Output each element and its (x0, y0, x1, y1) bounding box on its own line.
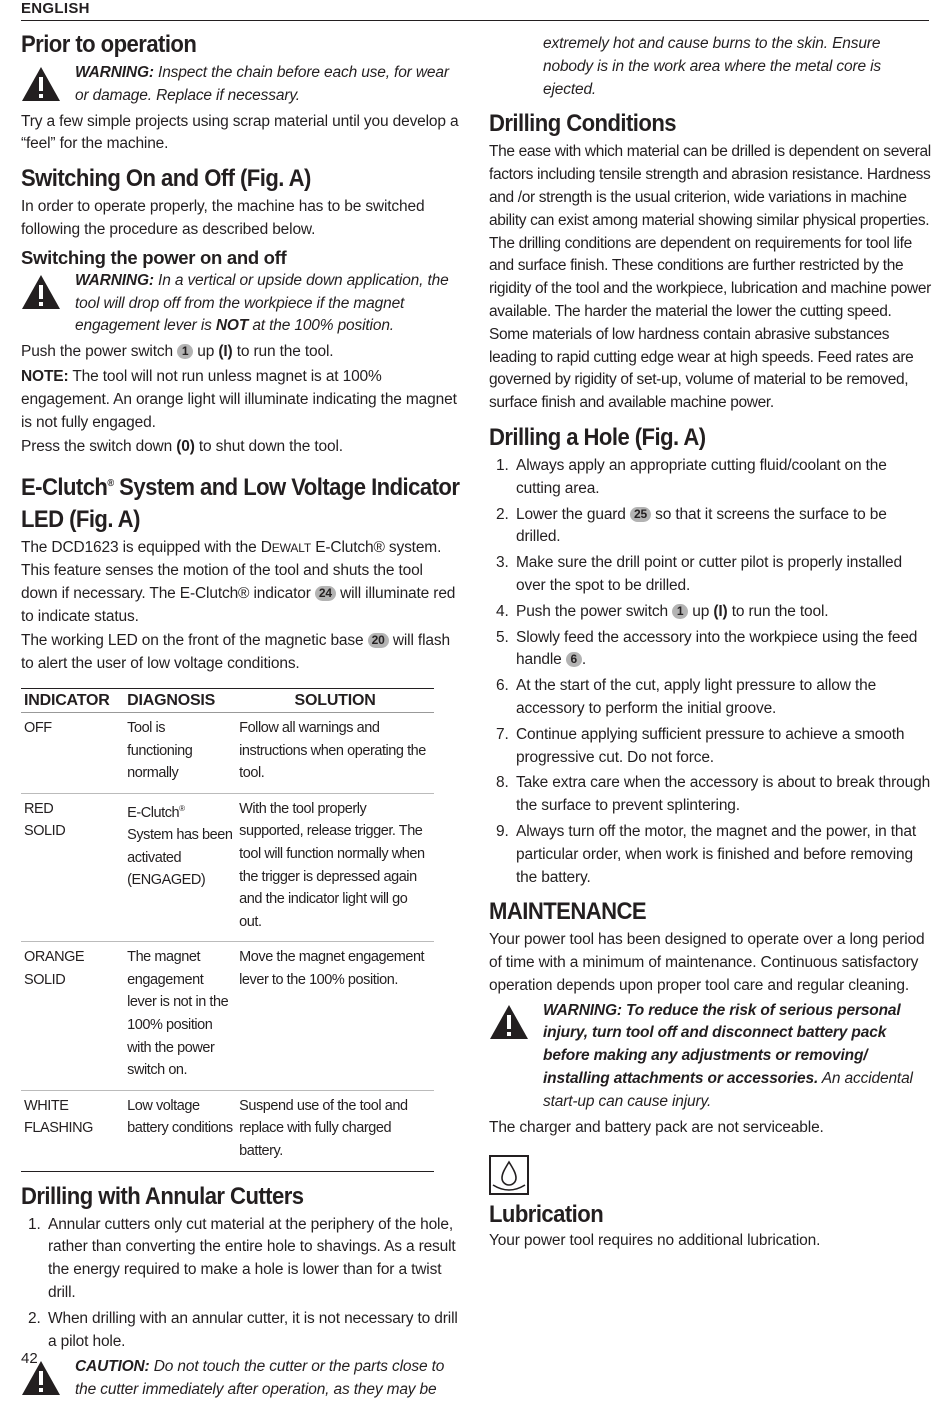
warning-text: An accidental start-up can cause injury. (543, 1070, 913, 1110)
list-item (489, 455, 931, 501)
list-item (489, 601, 931, 624)
note-text: The tool will not run unless magnet is at 100% engagement. An orange light will illuminate indicating the magnet is not fully engaged. (21, 367, 457, 431)
brand-name: EWALT (271, 541, 312, 556)
item-number: 8. (496, 774, 509, 792)
item-number: 9. (496, 822, 509, 840)
text: The DCD1623 is equipped with the D (21, 539, 272, 557)
warning-text: at the 100% position. (248, 317, 394, 335)
ref-badge: 25 (630, 507, 651, 522)
table-row (21, 793, 434, 942)
note-label: NOTE: (21, 367, 69, 385)
eclutch-paragraph (21, 537, 463, 628)
text: up (193, 343, 219, 361)
caution-text: extremely hot and cause burns to the skin. Ensure nobody is in the work area where the metal core is ejected. (543, 35, 881, 98)
hole-title: Drilling a Hole (Fig. A) (489, 423, 706, 451)
caution-note (21, 1356, 463, 1402)
prior-paragraph: Try a few simple projects using scrap material until you develop a “feel” for the machine. (21, 112, 459, 153)
prior-warning (21, 62, 463, 108)
maintenance-paragraph: Your power tool has been designed to operate over a long period of time with a minimum of maintenance. Continuous satisfactory operation depends upon proper tool care and regular cleaning. (489, 931, 925, 994)
prior-title: Prior to operation (21, 31, 197, 58)
item-number: 3. (496, 554, 509, 572)
solution-cell: Follow all warnings and instructions when operating the tool. (236, 712, 434, 793)
header-indicator: INDICATOR (21, 688, 124, 712)
diagnosis-cell: The magnet engagement lever is not in the 100% position with the power switch on. (124, 942, 236, 1091)
annular-list (21, 1214, 463, 1354)
maintenance-title: MAINTENANCE (489, 898, 647, 926)
list-item (21, 1214, 463, 1305)
switching-paragraph: In order to operate properly, the machine has to be switched following the procedure as described below. (21, 198, 425, 238)
eclutch-title (21, 469, 460, 503)
item-number: 5. (496, 628, 509, 646)
warning-label: WARNING: (75, 271, 154, 289)
text: to run the tool. (232, 343, 334, 361)
indicator-table (21, 688, 434, 1172)
annular-title: Drilling with Annular Cutters (21, 1182, 304, 1210)
item-text: Always apply an appropriate cutting fluid/coolant on the cutting area. (516, 456, 887, 497)
conditions-title: Drilling Conditions (489, 110, 676, 138)
diagnosis-cell (124, 793, 236, 942)
item-text: Slowly feed the accessory into the workpiece using the feed handle (516, 628, 918, 669)
indicator-cell: OFF (21, 712, 124, 793)
header-solution: SOLUTION (236, 688, 434, 712)
ref-badge: 20 (368, 633, 389, 648)
registered-mark: ® (107, 478, 114, 490)
push-switch-paragraph (21, 341, 463, 364)
warning-text: Inspect the chain before each use, for wear or damage. Replace if necessary. (75, 64, 449, 104)
item-number: 1. (28, 1215, 41, 1233)
list-item (489, 627, 931, 673)
item-text: so that it screens the surface to be drilled. (516, 505, 887, 546)
warning-triangle-icon (21, 66, 61, 102)
switching-warning (21, 270, 463, 338)
switching-title: Switching On and Off (Fig. A) (21, 165, 311, 193)
item-text: Make sure the drill point or cutter pilot is properly installed over the spot to be drilled. (516, 554, 902, 594)
list-item (489, 724, 931, 770)
indicator-cell: ORANGE SOLID (21, 942, 124, 1091)
text: E-Clutch® system. This feature senses the motion of the tool and shuts the tool down if necessary. The E-Clutch® indicator (21, 539, 442, 602)
text: will flash to alert the user of low voltage conditions. (21, 632, 450, 673)
press-switch-paragraph (21, 436, 463, 459)
caution-text: Do not touch the cutter or the parts close to the cutter immediately after operation, as they may be (75, 1358, 445, 1399)
text: System has been activated (ENGAGED) (127, 827, 233, 889)
item-text: When drilling with an annular cutter, it is not necessary to drill a pilot hole. (48, 1309, 458, 1350)
list-item (489, 772, 931, 818)
item-number: 7. (496, 725, 509, 743)
conditions-paragraph: The ease with which material can be drilled is dependent on several factors including tensile strength and abrasion resistance. Hardness and /or strength is the usual criterion, wide variations in machine ability can exist among material showing similar physical properties. The drilling conditions are dependent on requirements for tool life and surface finish. These conditions are further restricted by the rigidity of the tool and the workpiece, lubrication and machine power available. The harder the material the lower the cutting speed. Some materials of low hardness contain abrasive substances leading to rapid cutting edge wear at high speeds. Feed rates are governed by rigidity of set-up, volume of material to be removed, surface finish and available machine power. (489, 143, 931, 412)
item-text: Push the power switch (516, 602, 673, 620)
item-text: Lower the guard (516, 505, 630, 523)
text: to shut down the tool. (194, 438, 343, 456)
table-row (21, 712, 434, 793)
hole-steps-list (489, 455, 931, 889)
indicator-cell: RED SOLID (21, 793, 124, 942)
warning-text: In a vertical or upside down application, the tool will drop off from the workpiece if the magnet engagement lever is (75, 271, 449, 335)
text: Press the switch down (21, 438, 177, 456)
list-item (489, 504, 931, 550)
list-item (489, 821, 931, 889)
switch-position: (0) (176, 438, 195, 456)
left-column (21, 30, 463, 1405)
warning-triangle-icon (21, 274, 61, 310)
item-text: At the start of the cut, apply light pressure to allow the accessory to perform the initial groove. (516, 677, 877, 717)
header-rule (21, 20, 929, 21)
switching-subtitle: Switching the power on and off (21, 246, 287, 268)
page-number: 42 (21, 1350, 38, 1367)
table-row (21, 942, 434, 1091)
warning-not: NOT (215, 317, 249, 335)
title-part: System and Low Voltage Indicator (113, 474, 460, 502)
list-item (489, 552, 931, 598)
language-label: ENGLISH (21, 0, 90, 17)
item-number: 6. (496, 677, 509, 695)
warning-triangle-icon (489, 1004, 529, 1040)
item-number: 2. (28, 1309, 41, 1327)
ref-badge: 6 (566, 652, 582, 667)
item-number: 4. (496, 602, 509, 620)
oil-drop-icon (489, 1155, 529, 1195)
warning-bold-text: WARNING: To reduce the risk of serious personal injury, turn tool off and disconnect battery pack before making any adjustments or removing/ installing attachments or accessories. (543, 1001, 901, 1088)
ref-badge: 24 (315, 586, 336, 601)
text: E-Clutch (127, 804, 180, 821)
caution-continued (489, 33, 931, 101)
diagnosis-cell: Low voltage battery conditions (124, 1090, 236, 1171)
item-text: Take extra care when the accessory is about to break through the surface to prevent splintering. (516, 774, 931, 815)
table-header-row (21, 688, 434, 712)
item-text: Annular cutters only cut material at the periphery of the hole, rather than converting the entire hole to shavings. As a result the energy required to make a hole is lower than for a twist drill. (48, 1215, 456, 1302)
header-diagnosis: DIAGNOSIS (124, 688, 236, 712)
right-column (489, 33, 931, 1252)
diagnosis-cell: Tool is functioning normally (124, 712, 236, 793)
item-text: Continue applying sufficient pressure to achieve a smooth progressive cut. Do not force. (516, 725, 905, 766)
list-item (489, 675, 931, 721)
item-text: . (581, 651, 586, 669)
led-paragraph (21, 630, 463, 676)
eclutch-title-line2: LED (Fig. A) (21, 506, 140, 534)
note-paragraph (21, 366, 463, 434)
solution-cell: Suspend use of the tool and replace with fully charged battery. (236, 1090, 434, 1171)
solution-cell: Move the magnet engagement lever to the 100% position. (236, 942, 434, 1091)
item-text: up (688, 602, 714, 620)
maintenance-warning (489, 1000, 931, 1114)
title-part: E-Clutch (21, 474, 108, 502)
caution-label: CAUTION: (75, 1358, 150, 1376)
ref-badge: 1 (672, 604, 688, 619)
lubrication-title: Lubrication (489, 1201, 604, 1229)
list-item (21, 1308, 463, 1354)
lubrication-paragraph: Your power tool requires no additional lubrication. (489, 1232, 821, 1250)
switch-position: (I) (218, 343, 233, 361)
charger-paragraph: The charger and battery pack are not serviceable. (489, 1118, 824, 1136)
item-number: 2. (496, 505, 509, 523)
text: The working LED on the front of the magnetic base (21, 632, 368, 650)
table-row (21, 1090, 434, 1171)
warning-label: WARNING: (75, 64, 154, 81)
item-text: to run the tool. (727, 602, 829, 620)
ref-badge: 1 (177, 344, 193, 359)
item-text: Always turn off the motor, the magnet and the power, in that particular order, when work is finished and before removing the battery. (516, 822, 916, 886)
text: Push the power switch (21, 343, 178, 361)
text: will illuminate red to indicate status. (21, 584, 456, 625)
item-number: 1. (496, 456, 509, 474)
solution-cell: With the tool properly supported, release trigger. The tool will function normally when the trigger is depressed again and the indicator light will go out. (236, 793, 434, 942)
indicator-cell: WHITE FLASHING (21, 1090, 124, 1171)
switch-position: (I) (713, 602, 728, 620)
registered-mark: ® (179, 803, 185, 813)
